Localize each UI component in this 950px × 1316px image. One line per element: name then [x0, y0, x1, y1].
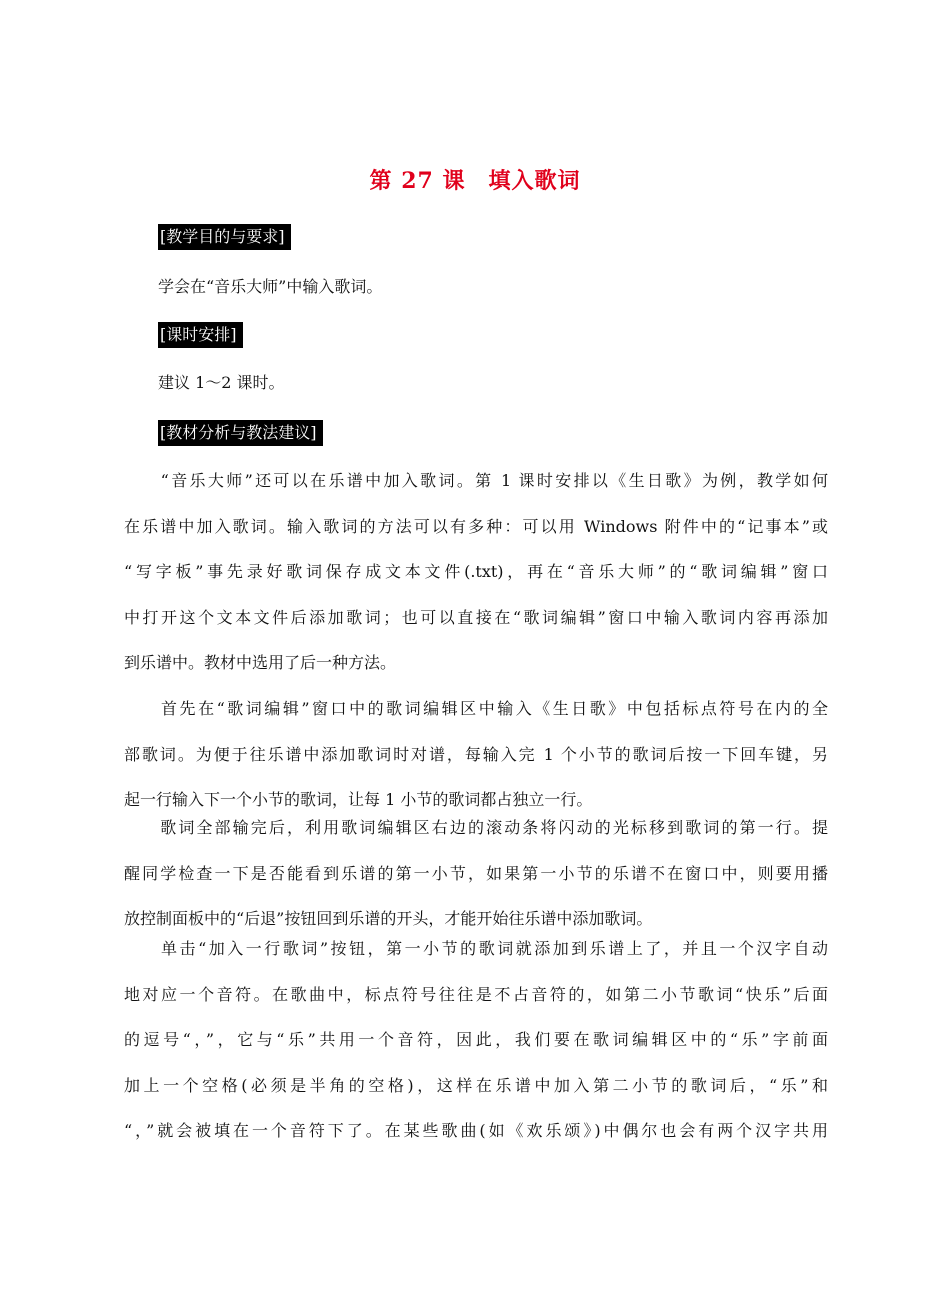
- paragraph-1: [124, 458, 828, 686]
- paragraph-line: “写字板”事先录好歌词保存成文本文件(.txt)，再在“音乐大师”的“歌词编辑”窗口: [124, 562, 828, 581]
- paragraph-line: 醒同学检查一下是否能看到乐谱的第一小节，如果第一小节的乐谱不在窗口中，则要用播: [124, 863, 828, 883]
- objectives-heading: [教学目的与要求]: [158, 224, 291, 250]
- paragraph-line: 放控制面板中的“后退”按钮回到乐谱的开头，才能开始往乐谱中添加歌词。: [124, 909, 653, 928]
- paragraph-line: “，”就会被填在一个音符下了。在某些歌曲(如《欢乐颂》)中偶尔也会有两个汉字共用: [124, 1121, 828, 1140]
- analysis-heading: [教材分析与教法建议]: [158, 420, 323, 446]
- paragraph-line: 部歌词。为便于往乐谱中添加歌词时对谱，每输入完 1 个小节的歌词后按一下回车键，另: [124, 744, 828, 764]
- paragraph-line: 在乐谱中加入歌词。输入歌词的方法可以有多种：可以用 Windows 附件中的“记事本”或: [124, 516, 828, 536]
- paragraph-line: 到乐谱中。教材中选用了后一种方法。: [124, 653, 397, 672]
- paragraph-line: 中打开这个文本文件后添加歌词；也可以直接在“歌词编辑”窗口中输入歌词内容再添加: [124, 607, 828, 627]
- paragraph-line: 单击“加入一行歌词”按钮，第一小节的歌词就添加到乐谱上了，并且一个汉字自动: [124, 939, 828, 958]
- paragraph-3: [124, 805, 828, 942]
- paragraph-line: 起一行输入下一个小节的歌词，让每 1 小节的歌词都占独立一行。: [124, 790, 593, 809]
- paragraph-line: 的逗号“，”，它与“乐”共用一个音符，因此，我们要在歌词编辑区中的“乐”字前面: [124, 1030, 828, 1049]
- objectives-text: 学会在“音乐大师”中输入歌词。: [158, 277, 383, 296]
- paragraph-4: [124, 926, 828, 1154]
- paragraph-line: “音乐大师”还可以在乐谱中加入歌词。第 1 课时安排以《生日歌》为例，教学如何: [124, 471, 828, 490]
- paragraph-line: 歌词全部输完后，利用歌词编辑区右边的滚动条将闪动的光标移到歌词的第一行。提: [124, 818, 828, 837]
- schedule-text: 建议 1～2 课时。: [158, 373, 285, 392]
- lesson-title: 第 27 课 填入歌词: [369, 168, 581, 194]
- paragraph-line: 首先在“歌词编辑”窗口中的歌词编辑区中输入《生日歌》中包括标点符号在内的全: [124, 699, 828, 718]
- paragraph-line: 地对应一个音符。在歌曲中，标点符号往往是不占音符的，如第二小节歌词“快乐”后面: [124, 984, 828, 1004]
- paragraph-2: [124, 686, 828, 823]
- paragraph-line: 加上一个空格(必须是半角的空格)，这样在乐谱中加入第二小节的歌词后，“乐”和: [124, 1075, 828, 1095]
- schedule-heading: [课时安排]: [158, 322, 243, 348]
